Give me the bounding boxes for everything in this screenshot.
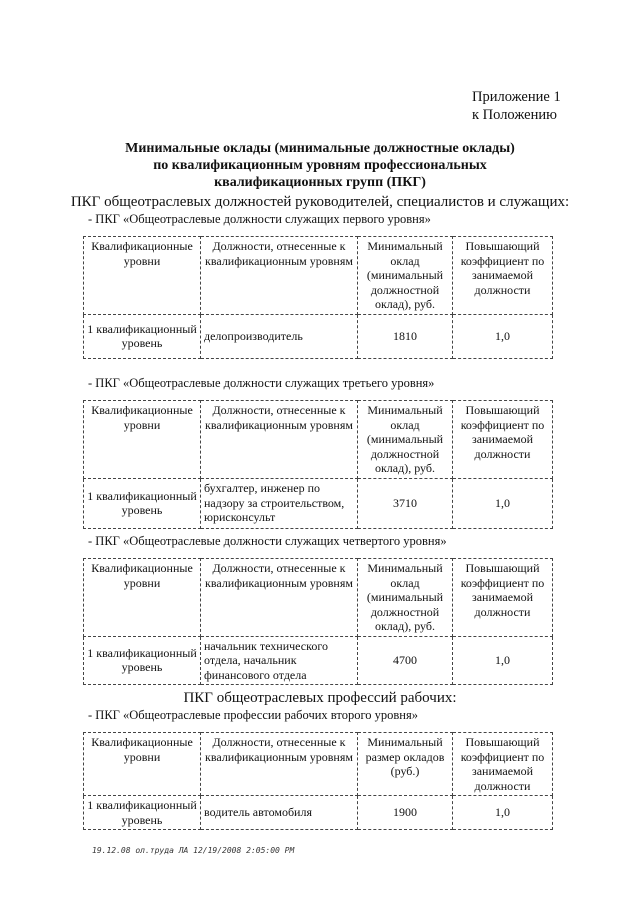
header-cell: Повышающий коэффициент по занимаемой должности [453,401,553,479]
coefficient-cell: 1,0 [453,314,553,358]
header-cell: Квалификационные уровни [84,733,201,796]
header-cell: Повышающий коэффициент по занимаемой должности [453,237,553,315]
table-header-row [84,733,553,796]
document-title [0,140,640,191]
header-cell: Должности, отнесенные к квалификационным уровням [201,559,358,637]
group1-heading: ПКГ общеотраслевых должностей руководителей, специалистов и служащих: [70,194,570,210]
header-cell: Минимальный оклад (минимальный должностной оклад), руб. [358,237,453,315]
salary-cell: 3710 [358,478,453,528]
table4-subtitle: - ПКГ «Общеотраслевые профессии рабочих второго уровня» [88,708,418,722]
table-row [84,796,553,830]
header-cell: Повышающий коэффициент по занимаемой должности [453,559,553,637]
level-cell: 1 квалификационный уровень [84,796,201,830]
level-cell: 1 квалификационный уровень [84,314,201,358]
table2-subtitle: - ПКГ «Общеотраслевые должности служащих третьего уровня» [88,376,435,390]
position-cell: водитель автомобиля [201,796,358,830]
group2-heading: ПКГ общеотраслевых профессий рабочих: [183,690,457,706]
header-cell: Должности, отнесенные к квалификационным уровням [201,401,358,479]
header-cell: Должности, отнесенные к квалификационным уровням [201,237,358,315]
salary-table-1 [83,236,553,359]
appendix-ref: к Положению [472,107,557,123]
salary-cell: 1810 [358,314,453,358]
position-cell: делопроизводитель [201,314,358,358]
table3-subtitle: - ПКГ «Общеотраслевые должности служащих четвертого уровня» [88,534,447,548]
header-cell: Квалификационные уровни [84,401,201,479]
coefficient-cell: 1,0 [453,796,553,830]
coefficient-cell: 1,0 [453,478,553,528]
header-cell: Минимальный оклад (минимальный должностной оклад), руб. [358,559,453,637]
table-header-row [84,237,553,315]
salary-table-3 [83,558,553,685]
salary-cell: 1900 [358,796,453,830]
header-cell: Минимальный размер окладов (руб.) [358,733,453,796]
header-cell: Повышающий коэффициент по занимаемой должности [453,733,553,796]
salary-cell: 4700 [358,636,453,685]
table-header-row [84,401,553,479]
table-row [84,478,553,528]
table-row [84,636,553,685]
salary-table-2 [83,400,553,529]
coefficient-cell: 1,0 [453,636,553,685]
header-cell: Должности, отнесенные к квалификационным уровням [201,733,358,796]
appendix-number: Приложение 1 [472,89,561,105]
table-header-row [84,559,553,637]
position-cell: начальник технического отдела, начальник финансового отдела [201,636,358,685]
header-cell: Квалификационные уровни [84,559,201,637]
header-cell: Квалификационные уровни [84,237,201,315]
position-cell: бухгалтер, инженер по надзору за строительством, юрисконсульт [201,478,358,528]
level-cell: 1 квалификационный уровень [84,636,201,685]
title-line: по квалификационным уровням профессиональных [153,158,487,173]
appendix-label [472,88,561,124]
footer-stamp: 19.12.08 ол.труда ЛА 12/19/2008 2:05:00 PM [92,846,295,855]
title-line: Минимальные оклады (минимальные должностные оклады) [125,141,515,156]
level-cell: 1 квалификационный уровень [84,478,201,528]
header-cell: Минимальный оклад (минимальный должностной оклад), руб. [358,401,453,479]
table1-subtitle: - ПКГ «Общеотраслевые должности служащих первого уровня» [88,212,431,226]
salary-table-4 [83,732,553,830]
table-row [84,314,553,358]
title-line: квалификационных групп (ПКГ) [214,175,426,190]
